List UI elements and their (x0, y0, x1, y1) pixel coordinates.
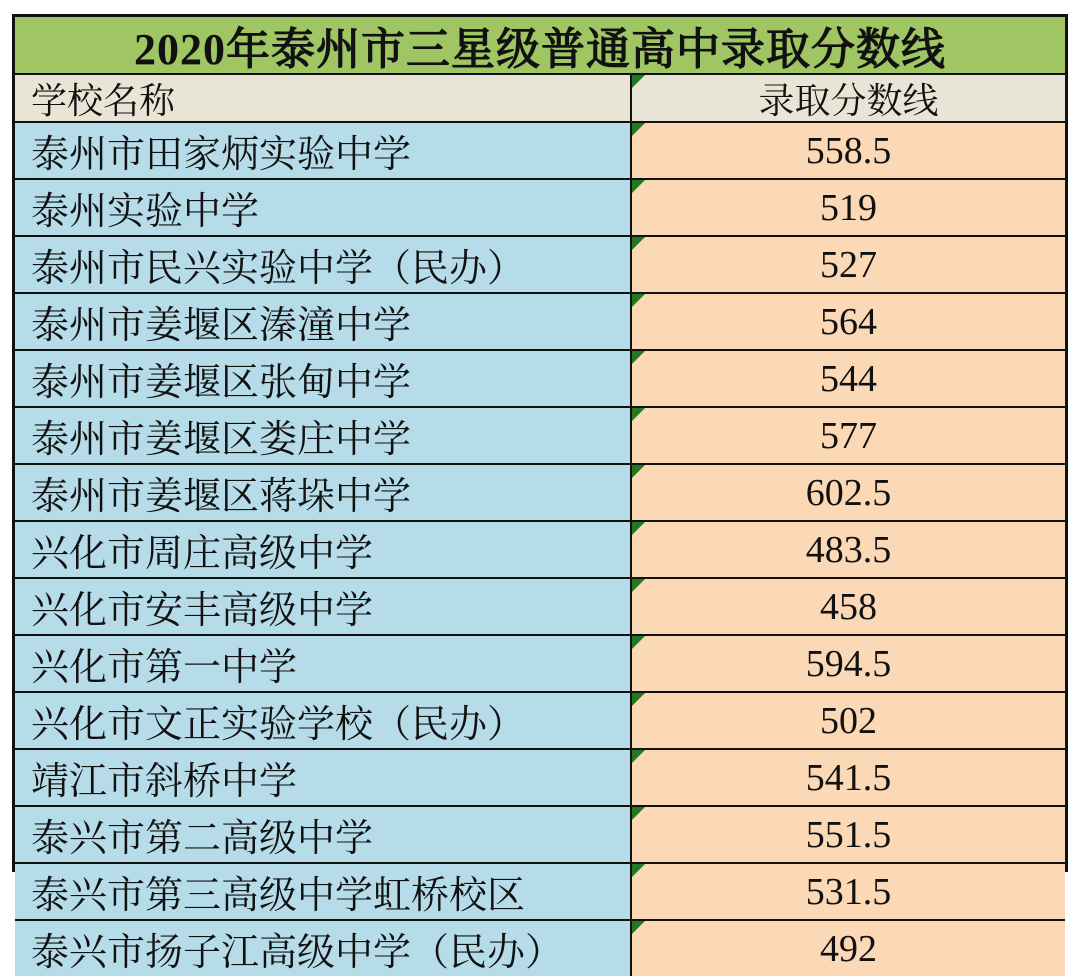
score-value: 458 (820, 585, 877, 628)
school-name-cell: 兴化市文正实验学校（民办） (15, 693, 630, 748)
cell-note-triangle-icon (632, 123, 645, 136)
school-name-cell: 泰州市民兴实验中学（民办） (15, 237, 630, 292)
score-value: 602.5 (805, 471, 892, 514)
score-cell (630, 636, 1065, 691)
cell-note-triangle-icon (632, 921, 645, 934)
score-cell (630, 579, 1065, 634)
cell-note-triangle-icon (632, 75, 645, 88)
score-cell (630, 522, 1065, 577)
cell-note-triangle-icon (632, 294, 645, 307)
school-name-cell: 兴化市安丰高级中学 (15, 579, 630, 634)
cell-note-triangle-icon (632, 465, 645, 478)
school-name-cell: 兴化市周庄高级中学 (15, 522, 630, 577)
table-row (15, 237, 1065, 294)
score-cell (630, 864, 1065, 919)
score-value: 483.5 (805, 528, 892, 571)
cell-note-triangle-icon (632, 750, 645, 763)
school-name-cell: 泰州市姜堰区溱潼中学 (15, 294, 630, 349)
cell-note-triangle-icon (632, 237, 645, 250)
cell-note-triangle-icon (632, 807, 645, 820)
school-name-cell: 泰州市姜堰区蒋垛中学 (15, 465, 630, 520)
score-cell (630, 294, 1065, 349)
table-body (15, 123, 1065, 976)
table-row (15, 522, 1065, 579)
table-row (15, 294, 1065, 351)
score-value: 531.5 (805, 870, 892, 913)
cell-note-triangle-icon (632, 408, 645, 421)
score-value: 492 (820, 927, 877, 970)
school-name-cell: 泰州市田家炳实验中学 (15, 123, 630, 178)
header-school-name: 学校名称 (15, 75, 630, 121)
score-value: 502 (820, 699, 877, 742)
cell-note-triangle-icon (632, 579, 645, 592)
table-row (15, 921, 1065, 976)
score-cell (630, 465, 1065, 520)
table-row (15, 807, 1065, 864)
table-row (15, 636, 1065, 693)
score-cell (630, 180, 1065, 235)
score-cell (630, 123, 1065, 178)
score-value: 541.5 (805, 756, 892, 799)
cell-note-triangle-icon (632, 864, 645, 877)
school-name-cell: 泰州市姜堰区娄庄中学 (15, 408, 630, 463)
school-name-cell: 泰州实验中学 (15, 180, 630, 235)
score-cell (630, 750, 1065, 805)
score-value: 564 (820, 300, 877, 343)
table-row (15, 465, 1065, 522)
score-value: 527 (820, 243, 877, 286)
score-value: 577 (820, 414, 877, 457)
table-header-row (15, 75, 1065, 123)
score-value: 558.5 (805, 129, 892, 172)
score-cell (630, 351, 1065, 406)
score-cell (630, 237, 1065, 292)
school-name-cell: 靖江市斜桥中学 (15, 750, 630, 805)
header-score-line (630, 75, 1065, 121)
score-value: 594.5 (805, 642, 892, 685)
table-row (15, 693, 1065, 750)
school-name-cell: 泰兴市第二高级中学 (15, 807, 630, 862)
cell-note-triangle-icon (632, 180, 645, 193)
school-name-cell: 泰兴市扬子江高级中学（民办） (15, 921, 630, 976)
school-name-cell: 兴化市第一中学 (15, 636, 630, 691)
table-row (15, 750, 1065, 807)
score-cell (630, 693, 1065, 748)
score-value: 551.5 (805, 813, 892, 856)
table-row (15, 180, 1065, 237)
score-value: 544 (820, 357, 877, 400)
cell-note-triangle-icon (632, 636, 645, 649)
table-row (15, 123, 1065, 180)
score-cell (630, 921, 1065, 976)
admission-score-table (12, 14, 1068, 974)
table-row (15, 408, 1065, 465)
table-title: 2020年泰州市三星级普通高中录取分数线 (15, 17, 1065, 75)
score-cell (630, 807, 1065, 862)
cell-note-triangle-icon (632, 351, 645, 364)
school-name-cell: 泰兴市第三高级中学虹桥校区 (15, 864, 630, 919)
score-cell (630, 408, 1065, 463)
table-row (15, 579, 1065, 636)
table-row (15, 864, 1065, 921)
score-value: 519 (820, 186, 877, 229)
school-name-cell: 泰州市姜堰区张甸中学 (15, 351, 630, 406)
header-score-label: 录取分数线 (758, 80, 939, 121)
table-row (15, 351, 1065, 408)
cell-note-triangle-icon (632, 522, 645, 535)
cell-note-triangle-icon (632, 693, 645, 706)
